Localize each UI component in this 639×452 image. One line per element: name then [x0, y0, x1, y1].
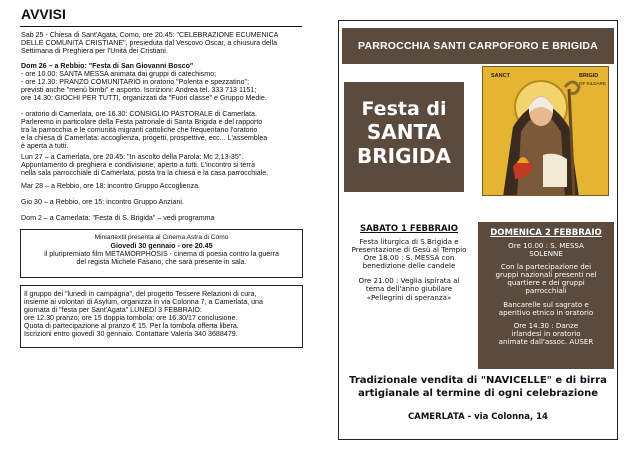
- saint-brigid-icon: [482, 66, 609, 196]
- parish-name: PARROCCHIA SANTI CARPOFORO E BRIGIDA: [358, 40, 598, 52]
- sabato-spacer: [343, 270, 475, 277]
- tombola-line: giornata di "festa per Sant'Agata" LUNEDÌ 3 FEBBRAIO:: [24, 306, 202, 315]
- tombola-line: Iscrizioni entro giovedì 30 gennaio. Contattare Valeria 340 3688479.: [24, 330, 238, 339]
- lun27-line: Appuntamento di preghiera e condivisione, aperto a tutti. L'incontro si terrà: [21, 161, 256, 170]
- cinema-box: [20, 229, 303, 278]
- consiglio-line: tra la parrocchia e le comunità migranti cattoliche che frequentano l'oratorio: [21, 126, 258, 135]
- domenica-panel: [478, 222, 614, 369]
- dom26-heading: Dom 26 – a Rebbio: "Festa di San Giovanni Bosco": [21, 62, 194, 70]
- mar28-line: Mar 28 – a Rebbio, ore 18: incontro Gruppo Accoglienza.: [21, 182, 201, 190]
- icon-text-kildare: OF KILDARE: [579, 81, 606, 86]
- sab25-line: Sab 25 - Chiesa di Sant'Agata, Como, ore 20.45: "CELEBRAZIONE ECUMENICA: [21, 31, 279, 39]
- domenica-line: SOLENNE: [529, 250, 563, 259]
- cinema-line: il pluripremiato film METAMORPHOSIS - cinema di poesia contro la guerra: [44, 250, 279, 259]
- title-brigida: BRIGIDA: [356, 144, 452, 168]
- domenica-line: Ore 14.30 : Danze: [513, 321, 579, 330]
- tombola-line: insieme ai volontari di Asylum, organizza in via Colonna 7, a Camerlata, una: [24, 298, 263, 307]
- consiglio-line: - oratorio di Camerlata, ore 16.30: CONSIGLIO PASTORALE di Camerlata.: [21, 110, 257, 118]
- tombola-line: Quota di partecipazione al pranzo € 15. Per la tombola offerta libera.: [24, 322, 239, 331]
- left-page: [0, 0, 318, 452]
- icon-text-sanct: SANCT: [491, 73, 510, 79]
- gio30-line: Gio 30 – a Rebbio, ore 15: incontro Gruppo Anziani.: [21, 198, 184, 206]
- sab25-line: DELLE COMUNITÀ CRISTIANE", presieduta dal Vescovo Oscar, a chiusura della: [21, 39, 278, 48]
- block-lun27: [21, 153, 268, 177]
- dom26-line: ore 14.30: GIOCHI PER TUTTI, organizzati da "Fuori classe" e Gruppo Medie.: [21, 94, 267, 103]
- title-santa: SANTA: [366, 120, 442, 144]
- domenica-line: Bancarelle sul sagrato e: [503, 300, 589, 309]
- title-panel: [344, 82, 464, 192]
- domenica-line: parrocchiali: [525, 287, 567, 296]
- domenica-title: DOMENICA 2 FEBBRAIO: [490, 228, 602, 238]
- block-dom26: [21, 62, 267, 102]
- sabato-line: Ore 21.00 : Veglia ispirata al: [358, 277, 460, 286]
- domenica-line: Ore 10.00 : S. MESSA: [508, 242, 584, 250]
- cinema-date: Giovedì 30 gennaio - ore 20.45: [110, 242, 213, 251]
- lun27-line: Lun 27 – a Camerlata, ore 20.45: "In ascolto della Parola: Mc 2,13-35".: [21, 153, 244, 161]
- sabato-line: Festa liturgica di S.Brigida e: [359, 238, 459, 246]
- parish-banner: [342, 28, 614, 64]
- domenica-line: gruppi nazionali presenti nel: [495, 271, 597, 280]
- sabato-line: «Pellegrini di speranza»: [366, 293, 452, 302]
- sabato-line: Presentazione di Gesù al Tempio: [351, 246, 467, 255]
- sabato-line: Ore 18.00 : S. MESSA con: [363, 254, 455, 263]
- sabato-column: [343, 224, 475, 302]
- bottom-line: artigianale al termine di ogni celebrazione: [357, 388, 599, 399]
- block-consiglio: [21, 110, 267, 150]
- block-sab25: [21, 31, 278, 55]
- consiglio-line: è aperta a tutti.: [21, 142, 69, 151]
- sabato-line: benedizione delle candele: [362, 262, 456, 271]
- address: CAMERLATA - via Colonna, 14: [408, 412, 548, 422]
- cinema-line: Miniartextil presenta al Cinema Astra di Como: [94, 234, 229, 241]
- icon-text-brigid: BRIGID: [579, 73, 599, 79]
- lun27-line: nella sala parrocchiale di Camerlata, posta tra la chiesa e la casa parrocchiale.: [21, 169, 269, 178]
- tombola-box: [20, 285, 303, 348]
- domenica-line: aperitivo etnico in oratorio: [498, 308, 594, 317]
- dom26-line: - ore 10.00: SANTA MESSA animata dai gruppi di catechismo;: [21, 70, 217, 79]
- dom26-line: - ore 12.30: PRANZO COMUNITARIO in oratorio "Polenta e spezzatino";: [21, 78, 250, 87]
- bottom-notice: [342, 374, 614, 400]
- dom26-line: previsti anche "menù bimbi" e asporto. Iscrizioni: Andrea tel. 333 713 1151;: [21, 86, 257, 95]
- avvisi-title: AVVISI: [21, 6, 66, 22]
- tombola-line: Il gruppo dei "lunedì in campagna", del progetto Tessere Relazioni di cura,: [24, 290, 257, 298]
- sabato-title: SABATO 1 FEBBRAIO: [359, 224, 459, 234]
- domenica-line: quartiere e dei gruppi: [507, 279, 585, 288]
- consiglio-line: Parleremo in particolare della Festa patronale di Santa Brigida e del rapporto: [21, 118, 263, 127]
- title-rule: [20, 26, 302, 27]
- domenica-line: Con la partecipazione dei: [500, 263, 592, 272]
- title-festa: Festa di: [361, 98, 447, 120]
- tombola-line: ore 12.30 pranzo; ore 15 doppia tombola; ore 16.30/17 conclusione.: [24, 314, 238, 323]
- domenica-line: irlandesi in oratorio: [511, 329, 581, 338]
- domenica-line: animate dall'assoc. AUSER: [498, 337, 594, 346]
- sabato-line: tema dell'anno giubilare: [365, 285, 453, 294]
- dom2-line: Dom 2 – a Camerlata: "Festa di S. Brigida" – vedi programma: [21, 214, 215, 222]
- sab25-line: Settimana di Preghiera per l'Unità dei Cristiani.: [21, 47, 168, 56]
- cinema-line: del regista Michele Fasano, che sarà presente in sala.: [76, 258, 247, 267]
- consiglio-line: e la chiesa di Camerlata: accoglienza, progetti, prospettive, ecc... L'assemblea: [21, 134, 268, 143]
- bottom-line: Tradizionale vendita di "NAVICELLE" e di birra: [349, 375, 607, 386]
